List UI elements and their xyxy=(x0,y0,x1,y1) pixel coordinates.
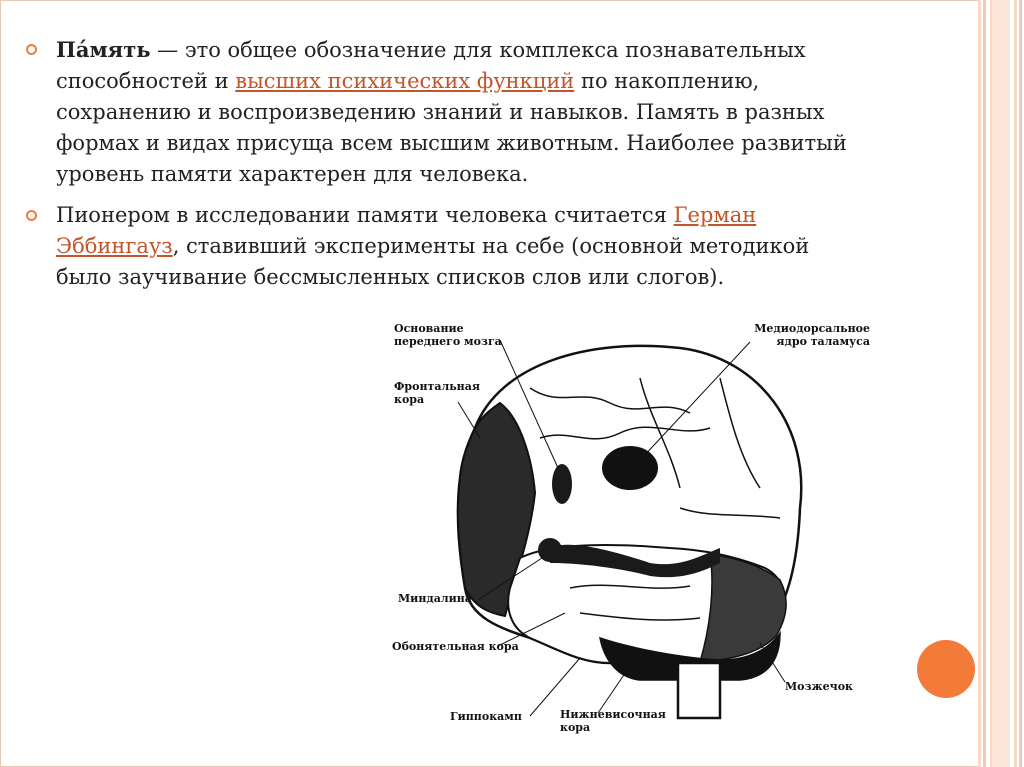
label-line: переднего мозга xyxy=(394,335,502,348)
bullet-icon xyxy=(26,44,37,55)
label-hippocampus: Гиппокамп xyxy=(450,710,522,723)
link-higher-mental-functions[interactable]: высших психических функций xyxy=(235,69,575,93)
bullet-ebbinghaus xyxy=(24,200,854,293)
label-line: Фронтальная xyxy=(394,380,480,393)
bullet-text: по накоплению, сохранению и воспроизведению знаний и навыков. Память в разных формах и видах присуща всем высшим животным. Наиболее развитый уровень памяти характерен для человека. xyxy=(56,69,847,186)
label-frontal-cortex xyxy=(394,380,480,406)
bullet-text: Пионером в исследовании памяти человека считается xyxy=(56,203,674,227)
label-line: Медиодорсальное xyxy=(754,322,870,335)
label-amygdala: Миндалина xyxy=(398,592,472,605)
slide-content xyxy=(24,34,854,303)
label-line: Нижневисочная xyxy=(560,708,666,721)
bullet-text: , ставивший эксперименты на себе (основной методикой было заучивание бессмысленных списков слов или слогов). xyxy=(56,234,810,289)
brain-diagram xyxy=(380,318,880,748)
accent-circle xyxy=(917,640,975,698)
bullet-text: — это общее обозначение для комплекса познавательных способностей и xyxy=(56,38,806,93)
decorative-stripes xyxy=(978,0,1024,767)
label-line: Основание xyxy=(394,322,464,335)
label-thalamus xyxy=(740,322,870,348)
label-line: кора xyxy=(560,721,591,734)
link-hermann-ebbinghaus[interactable]: Герман Эббингауз xyxy=(56,203,757,258)
label-forebrain-base xyxy=(394,322,502,348)
label-line: ядро таламуса xyxy=(776,335,870,348)
label-inferotemporal-cortex xyxy=(560,708,666,734)
label-olfactory-cortex: Обонятельная кора xyxy=(392,640,519,653)
label-line: кора xyxy=(394,393,425,406)
label-cerebellum: Мозжечок xyxy=(785,680,853,693)
term-memory: Па́мять xyxy=(56,37,151,62)
bullet-memory-definition xyxy=(24,34,854,190)
bullet-icon xyxy=(26,210,37,221)
